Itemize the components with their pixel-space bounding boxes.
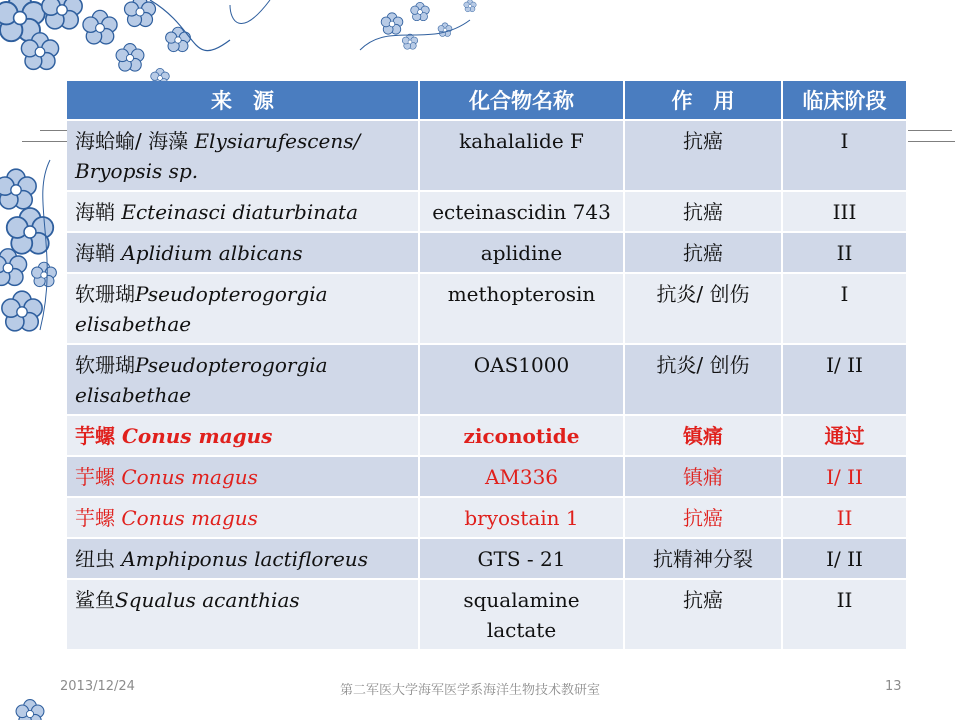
- effect-text: 抗炎/ 创伤: [656, 282, 750, 306]
- source-chinese-name: 软珊瑚: [75, 282, 135, 306]
- table-row: [67, 538, 907, 579]
- header-phase: 临床阶段: [782, 81, 907, 120]
- effect-text: 抗癌: [683, 588, 723, 612]
- source-latin-name: Conus magus: [121, 465, 258, 489]
- source-latin-name: Elysiarufescens/ Bryopsis sp.: [75, 129, 361, 183]
- source-latin-name: Conus magus: [121, 424, 273, 448]
- cell-phase: II: [782, 497, 907, 538]
- source-chinese-name: 芋螺: [75, 506, 122, 530]
- cell-source: [67, 273, 419, 344]
- source-latin-name: Squalus acanthias: [115, 588, 300, 612]
- cell-effect: [624, 344, 782, 415]
- source-latin-name: Pseudopterogorgia elisabethae: [75, 353, 328, 407]
- table-row: [67, 497, 907, 538]
- decorative-rule-right-2: [907, 130, 952, 131]
- effect-text: 镇痛: [683, 424, 723, 448]
- compound-table-container: [67, 81, 907, 649]
- cell-source: [67, 120, 419, 191]
- cell-effect: [624, 456, 782, 497]
- footer-institution: 第二军医大学海军医学系海洋生物技术教研室: [340, 683, 601, 698]
- cell-source: [67, 344, 419, 415]
- table-row: [67, 120, 907, 191]
- cell-source: [67, 415, 419, 456]
- cell-effect: [624, 232, 782, 273]
- table-row: [67, 579, 907, 649]
- effect-text: 抗癌: [683, 506, 723, 530]
- cell-compound: ecteinascidin 743: [419, 191, 624, 232]
- cell-source: [67, 538, 419, 579]
- cell-phase: I: [782, 273, 907, 344]
- compound-table: [67, 81, 908, 649]
- cell-effect: [624, 497, 782, 538]
- cell-phase: III: [782, 191, 907, 232]
- source-chinese-name: 纽虫: [75, 547, 122, 571]
- source-chinese-name: 鲨鱼: [75, 588, 115, 612]
- cell-compound: kahalalide F: [419, 120, 624, 191]
- effect-text: 抗炎/ 创伤: [656, 353, 750, 377]
- source-chinese-name: 芋螺: [75, 465, 122, 489]
- source-chinese-name: 海鞘: [75, 241, 122, 265]
- table-row: [67, 344, 907, 415]
- source-latin-name: Pseudopterogorgia elisabethae: [75, 282, 328, 336]
- cell-phase: 通过: [782, 415, 907, 456]
- cell-compound: AM336: [419, 456, 624, 497]
- cell-effect: [624, 579, 782, 649]
- decorative-rule-right: [907, 141, 955, 142]
- cell-compound: bryostain 1: [419, 497, 624, 538]
- source-latin-name: Conus magus: [121, 506, 258, 530]
- cell-effect: [624, 415, 782, 456]
- effect-text: 镇痛: [683, 465, 723, 489]
- cell-source: [67, 579, 419, 649]
- source-latin-name: Aplidium albicans: [121, 241, 303, 265]
- cell-phase: II: [782, 232, 907, 273]
- decorative-rule-left: [22, 141, 68, 142]
- cell-effect: [624, 191, 782, 232]
- effect-text: 抗癌: [683, 129, 723, 153]
- header-effect: 作 用: [624, 81, 782, 120]
- cell-source: [67, 456, 419, 497]
- source-chinese-name: 软珊瑚: [75, 353, 135, 377]
- source-chinese-name: 芋螺: [75, 424, 122, 448]
- cell-phase: I/ II: [782, 344, 907, 415]
- effect-text: 抗癌: [683, 200, 723, 224]
- table-row: [67, 415, 907, 456]
- cell-source: [67, 497, 419, 538]
- cell-phase: I: [782, 120, 907, 191]
- table-row: [67, 456, 907, 497]
- cell-phase: I/ II: [782, 538, 907, 579]
- source-chinese-name: 海鞘: [75, 200, 122, 224]
- cell-phase: II: [782, 579, 907, 649]
- cell-source: [67, 191, 419, 232]
- source-chinese-name: 海蛤蝓/ 海藻: [75, 129, 195, 153]
- cell-source: [67, 232, 419, 273]
- footer-page-number: 13: [885, 679, 902, 694]
- effect-text: 抗精神分裂: [653, 547, 753, 571]
- source-latin-name: Amphiponus lactifloreus: [121, 547, 368, 571]
- effect-text: 抗癌: [683, 241, 723, 265]
- table-header-row: [67, 81, 907, 120]
- cell-effect: [624, 273, 782, 344]
- header-source: 来 源: [67, 81, 419, 120]
- cell-compound: OAS1000: [419, 344, 624, 415]
- flower-cluster-top-left: [0, 0, 190, 87]
- table-row: [67, 191, 907, 232]
- cell-compound: GTS - 21: [419, 538, 624, 579]
- cell-compound: aplidine: [419, 232, 624, 273]
- source-latin-name: Ecteinasci diaturbinata: [121, 200, 359, 224]
- footer-date: 2013/12/24: [60, 679, 135, 694]
- header-compound: 化合物名称: [419, 81, 624, 120]
- cell-compound: ziconotide: [419, 415, 624, 456]
- cell-compound: squalamine lactate: [419, 579, 624, 649]
- table-row: [67, 232, 907, 273]
- flower-cluster-left: [0, 169, 56, 331]
- cell-compound: methopterosin: [419, 273, 624, 344]
- decorative-rule-left-2: [40, 130, 68, 131]
- cell-effect: [624, 120, 782, 191]
- flower-cluster-top-center: [381, 0, 476, 49]
- table-row: [67, 273, 907, 344]
- cell-effect: [624, 538, 782, 579]
- cell-phase: I/ II: [782, 456, 907, 497]
